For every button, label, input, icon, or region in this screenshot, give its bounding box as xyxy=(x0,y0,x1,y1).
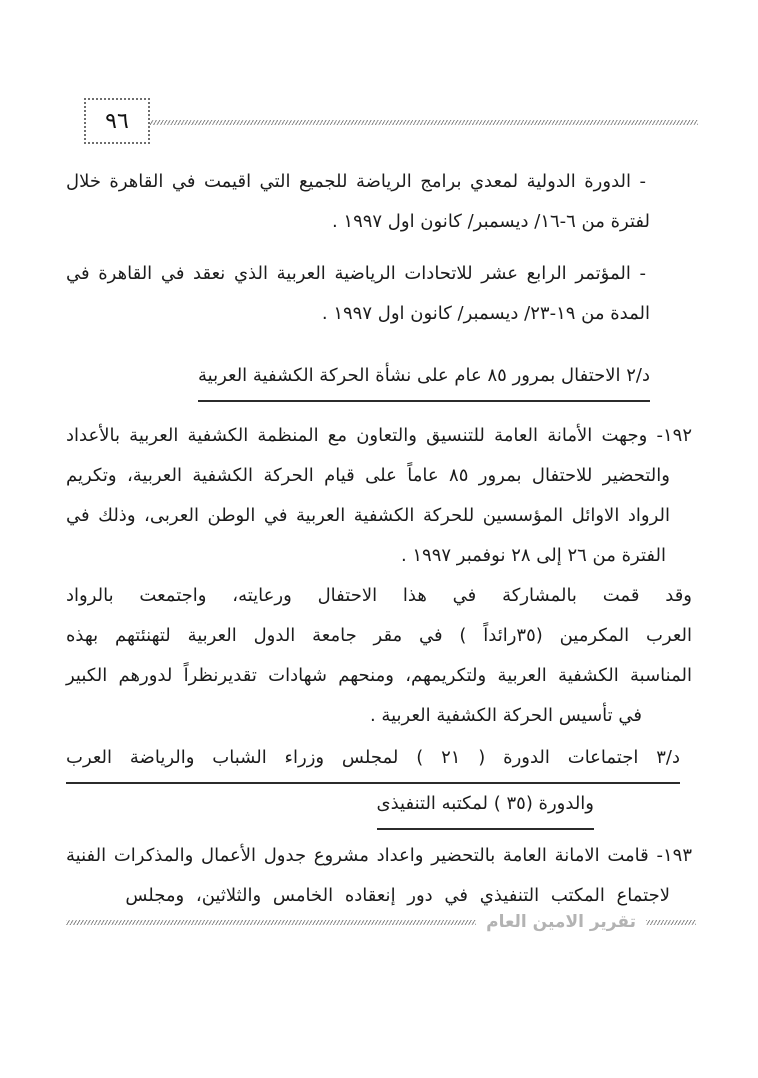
paragraph-line: العرب المكرمين (٣٥رائداً ) في مقر جامعة الدول العربية لتهنئتهم بهذه xyxy=(66,625,692,646)
paragraph-line: لاجتماع المكتب التنفيذي في دور إنعقاده الخامس والثلاثين، ومجلس xyxy=(125,885,670,906)
paragraph-line: ١٩٢- وجهت الأمانة العامة للتنسيق والتعاون مع المنظمة الكشفية العربية بالأعداد xyxy=(66,425,692,446)
page-number-box xyxy=(84,98,150,144)
bullet-continuation-line: لفترة من ٦-١٦/ ديسمبر/ كانون اول ١٩٩٧ . xyxy=(331,211,650,232)
section-heading-text: د/٢ الاحتفال بمرور ٨٥ عام على نشأة الحركة الكشفية العربية xyxy=(198,356,650,402)
paragraph-line: الرواد الاوائل المؤسسين للحركة الكشفية العربية في الوطن العربى، وذلك في xyxy=(66,505,670,526)
section-heading-d3-line2 xyxy=(66,784,692,830)
bullet-line: - الدورة الدولية لمعدي برامج الرياضة للجميع التي اقيمت في القاهرة خلال xyxy=(66,171,646,192)
paragraph-line: ١٩٣- قامت الامانة العامة بالتحضير واعداد مشروع جدول الأعمال والمذكرات الفنية xyxy=(66,845,692,866)
page-number: ٩٦ xyxy=(105,108,129,134)
header-rule xyxy=(150,120,698,125)
paragraph-line: والتحضير للاحتفال بمرور ٨٥ عاماً على قيام الحركة الكشفية العربية، وتكريم xyxy=(66,465,670,486)
paragraph-line: الفترة من ٢٦ إلى ٢٨ نوفمبر ١٩٩٧ . xyxy=(400,545,666,566)
paragraph-line: المناسبة الكشفية العربية ولتكريمهم، ومنحهم شهادات تقديرنظراً لدورهم الكبير xyxy=(66,665,692,686)
page-footer xyxy=(66,912,696,932)
footer-rule-left xyxy=(66,920,476,925)
footer-label: تقرير الامين العام xyxy=(486,912,636,932)
section-heading-text: والدورة (٣٥ ) لمكتبه التنفيذى xyxy=(377,784,595,830)
paragraph-line: في تأسيس الحركة الكشفية العربية . xyxy=(369,705,642,726)
section-heading-d2 xyxy=(66,356,692,402)
footer-rule-right xyxy=(646,920,696,925)
paragraph-line: وقد قمت بالمشاركة في هذا الاحتفال ورعايته، واجتمعت بالرواد xyxy=(66,585,692,606)
bullet-line: - المؤتمر الرابع عشر للاتحادات الرياضية العربية الذي نعقد في القاهرة في xyxy=(66,263,646,284)
section-heading-d3 xyxy=(66,738,692,784)
bullet-continuation-line: المدة من ١٩-٢٣/ ديسمبر/ كانون اول ١٩٩٧ . xyxy=(321,303,650,324)
document-content xyxy=(66,162,692,916)
section-heading-text: د/٣ اجتماعات الدورة ( ٢١ ) لمجلس وزراء الشباب والرياضة العرب xyxy=(66,738,680,784)
